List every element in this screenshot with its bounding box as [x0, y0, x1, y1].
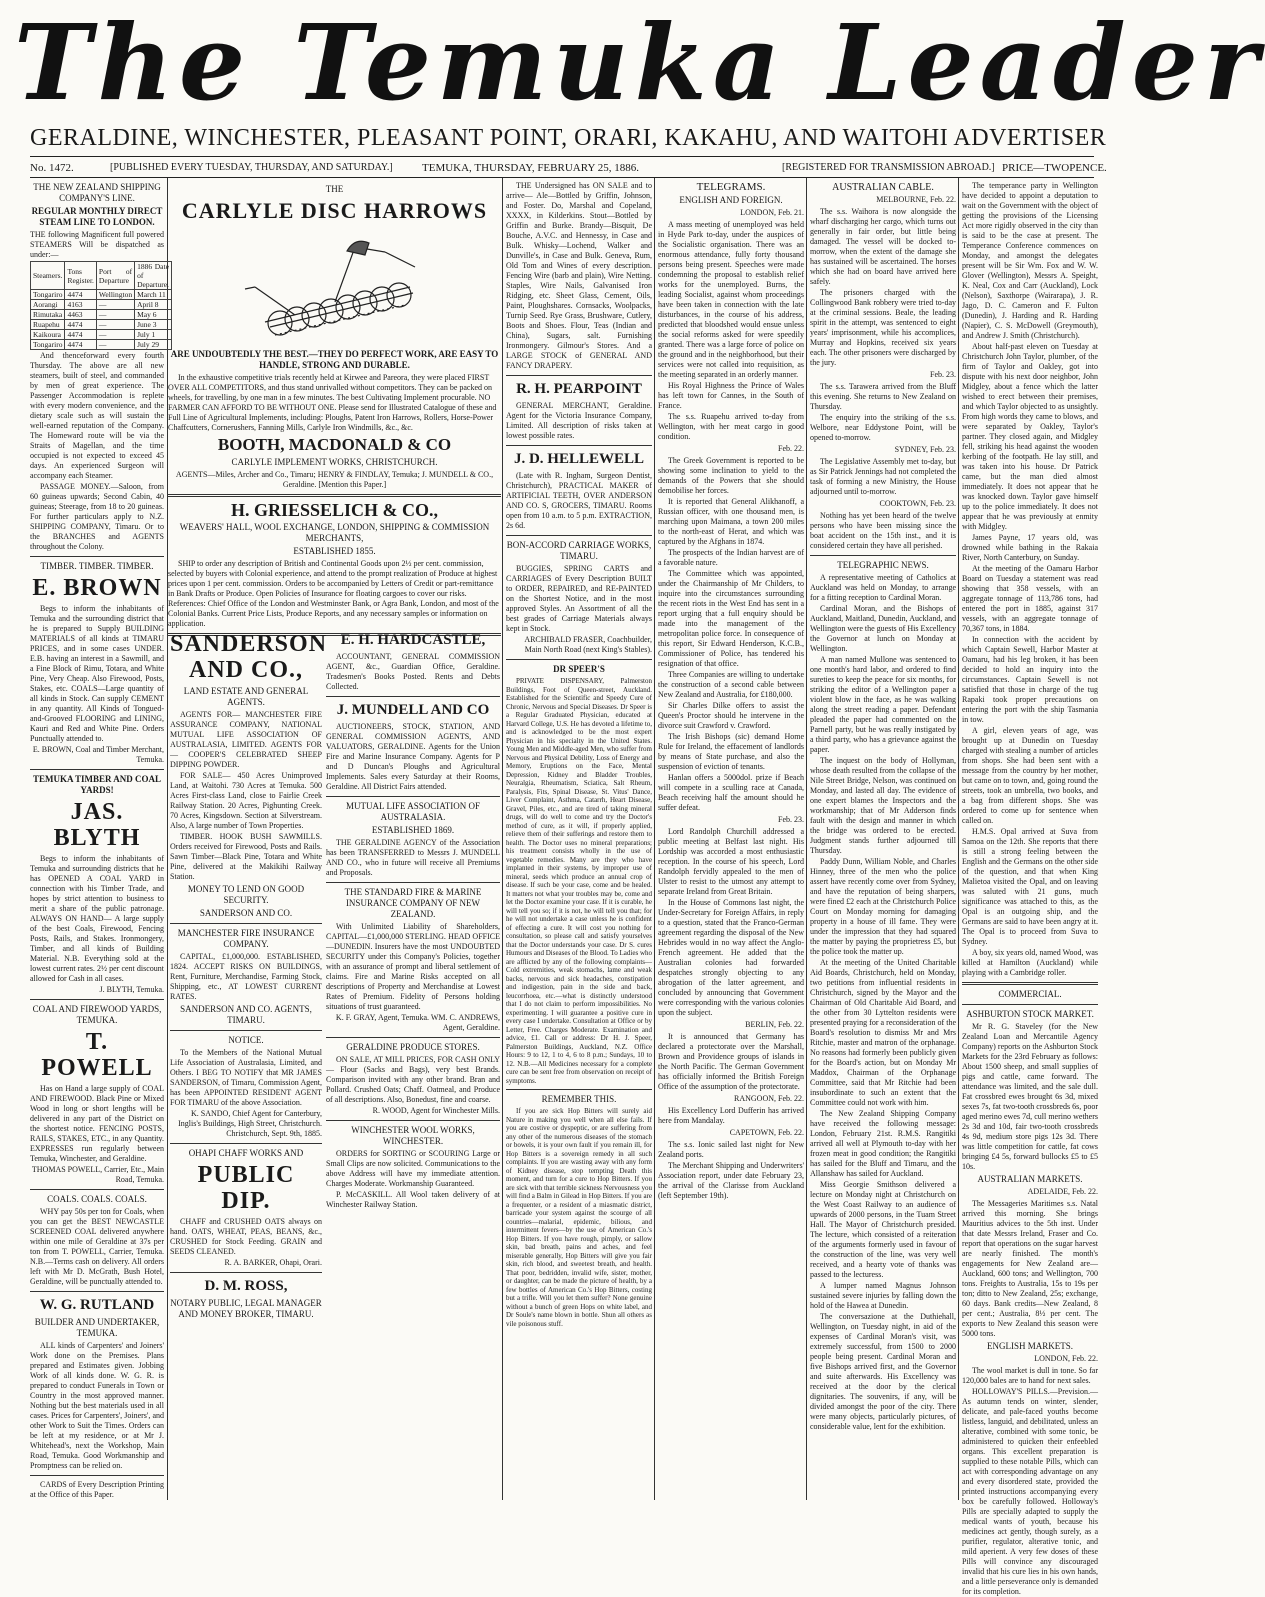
griesselich-subtitle: WEAVERS' HALL, WOOL EXCHANGE, LONDON, SHIPPING & COMMISSION MERCHANTS, [179, 522, 490, 543]
table-cell: Kaikoura [31, 330, 65, 340]
table-cell: April 8 [135, 300, 172, 310]
divider [326, 882, 500, 883]
coals-ad-heading: COALS. COALS. COALS. [47, 1194, 147, 1204]
news-paragraph: A lumper named Magnus Johnson sustained severe injuries by falling down the hold of the Hawea at Dunedin. [810, 1281, 956, 1310]
table-cell: — [96, 320, 134, 330]
carlyle-ad-title: CARLYLE DISC HARROWS [181, 198, 488, 223]
remember-body: If you are sick Hop Bitters will surely aid Nature in making you well when all else fails. If you are costive or dyspeptic, or are suffering from any other of the numerous diseases of the stomach or bowels, it is your own fault if you remain ill, for Hop Bitters is a sovereign remedy in all such complaints. If you are wasting away with any form of Kidney disease, stop tempting Death this moment, and turn for a cure to Hop Bitters. If you are sick with that terrible sickness Nervousness you will find a Balm in Gilead in Hop Bitters. If you are a frequenter, or a resident of a miasmatic district, barricade your system against the scourge of all countries—malarial, epidemic, bilious, and intermittent fevers—by the use of American Co.'s Hop Bitters. If you have rough, pimply, or sallow skin, bad breath, pains and aches, and feel miserable generally, Hop Bitters will give you fair skin, rich blood, and sweetest breath, and health. That poor, bedridden, invalid wife, sister, mother, or daughter, can be made the picture of health, by a few bottles of American Co.'s Hop Bitters, costing but a trifle. Will you let them suffer? None genuine without a bunch of green Hops on white label, and Dr Soule's name blown in bottle. Shun all others as vile poisonous stuff. [506, 1107, 652, 1328]
divider [506, 445, 652, 446]
divider [170, 923, 322, 924]
standard-fire-signature: K. F. GRAY, Agent, Temuka. WM. C. ANDREWS, Agent, Geraldine. [335, 1013, 500, 1032]
divider [30, 1475, 164, 1476]
table-row [31, 340, 172, 350]
table-header-row [31, 262, 172, 290]
dateline: LONDON, Feb. 21. [740, 208, 804, 217]
ross-name: D. M. ROSS, [204, 1278, 288, 1294]
divider [30, 999, 164, 1000]
remember-heading: REMEMBER THIS. [541, 1094, 617, 1104]
news-paragraph: The Messageries Maritimes s.s. Natal arrived this morning. She brings Mauritius advices to the 5th inst. Under that date Messrs Ireland, Fraser and Co. report that operations on the sugar harvest are nearly finished. The month's engagements for New Zealand are—Auckland, 600 tons; and Wellington, 700 tons. Freights to Australia, 15s to 19s per ton; ditto to New Zealand, 25s; exchange, 60 days. Bank credits—New Zealand, 8 per cent.; Australia, 8½ per cent. The exports to New Zealand this season were 5000 tons. [962, 1199, 1098, 1338]
news-paragraph: In the House of Commons last night, the Under-Secretary for Foreign Affairs, in reply to a question, stated that the Franco-German agreement regarding the disposal of the New Hebrides would in no way affect the Anglo-French agreement. He added that the Australian colonies had forwarded despatches strongly objecting to any abrogation of the latter agreement, and concluded by announcing that Government were corresponding with the various colonies upon the subject. [658, 898, 804, 1017]
table-cell: Tongariro [31, 290, 65, 300]
ohapi-heading: OHAPI CHAFF WORKS AND [188, 1148, 304, 1158]
table-cell: Ruapehu [31, 320, 65, 330]
column-divider [502, 178, 503, 1500]
issue-number: No. 1472. [30, 162, 74, 174]
news-paragraph: The enquiry into the striking of the s.s. Welbore, near Eddystone Point, will be opened to-morrow. [810, 413, 956, 442]
dateline: RANGOON, Feb. 22. [734, 1094, 804, 1103]
wool-works-signature: P. McCASKILL. All Wool taken delivery of at Winchester Railway Station. [326, 1190, 500, 1209]
telegrams-heading: TELEGRAMS. [696, 181, 766, 193]
manchester-fire-heading: MANCHESTER FIRE INSURANCE COMPANY. [177, 928, 315, 949]
divider [30, 1291, 164, 1292]
rutland-ad-body: ALL kinds of Carpenters' and Joiners' Work done on the Premises. Plans prepared and Estimates given. Jobbing Work of all kinds done. W. G. R. is prepared to conduct Funerals in Town or Country in the most approved manner. Nothing but the best materials used in all cases. Prices for Carpenters', Joiners', and other Work to Suit the Times. Orders can be left at my residence, or at Mr J. Whitehead's, next the Workshop, Main Road, Temuka. Good Workmanship and Promptness can be relied on. [30, 1341, 164, 1470]
news-paragraph: Hanlan offers a 5000dol. prize if Beach will compete in a sculling race at Canada, Beach receiving half the amount should he suffer defeat. [658, 773, 804, 812]
news-paragraph: It is announced that Germany has declared a protectorate over the Marshall, Brown and Providence groups of islands in the North Pacific. The German Government has officially informed the British Foreign Office of the assumption of the protectorate. [658, 1032, 804, 1091]
divider [506, 375, 652, 376]
divider [30, 556, 164, 557]
divider [170, 1272, 322, 1273]
dateline: SYDNEY, Feb. 23. [894, 445, 956, 454]
column-7 [962, 180, 1098, 1596]
news-paragraph: The s.s. Ruapehu arrived to-day from Wellington, with her meat cargo in good condition. [658, 412, 804, 441]
dateline: BERLIN, Feb. 22. [745, 1020, 804, 1029]
divider [168, 494, 501, 497]
divider [506, 535, 652, 536]
table-cell: 4474 [65, 290, 96, 300]
bon-accord-heading: BON-ACCORD CARRIAGE WORKS, TIMARU. [506, 540, 652, 561]
brown-ad-body: Begs to inform the inhabitants of Temuka and the surrounding district that he is prepared to Supply BUILDING MATERIALS of all kinds at TIMARU PRICES, and in some cases UNDER. E.B. having an interest in a Sawmill, and a Fine Block of Rimu, Totara, and White Pine, Very Cheap. Also Firewood, Posts, Stakes, etc. COALS—Large quantity of all kinds in Stock. Can supply CEMENT in any quantity. All Kinds of Tongued-and-Grooved FLOORING and LINING, Kauri and Red and White Pine. Orders Punctually attended to. [30, 604, 164, 743]
ohapi-body: CHAFF and CRUSHED OATS always on hand. OATS, WHEAT, PEAS, BEANS, &c., CRUSHED for Stock Feeding. GRAIN and SEEDS CLEANED. [170, 1217, 322, 1256]
divider [326, 1037, 500, 1038]
news-paragraph: The Merchant Shipping and Underwriters' Association report, under date February 23, the arrival of the Clarisse from Auckland (left September 19th). [658, 1161, 804, 1200]
blyth-ad-body: Begs to inform the inhabitants of Temuka and surrounding districts that he has OPENED A COAL YARD in connection with his Timber Trade, and hopes by strict attention to business to merit a share of the public patronage. ALWAYS ON HAND— A large supply of the best Coals, Firewood, Fencing Posts, Rails, and Stakes. Ironmongery, Timber, and all kinds of Building Material. N.B. Everything sold at the lowest current rates. 2½ per cent discount allowed for Cash in all cases. [30, 854, 164, 983]
news-paragraph: Three Companies are willing to undertake the construction of a second cable between New Zealand and Australia, for £180,000. [658, 670, 804, 699]
powell-ad-heading: COAL AND FIREWOOD YARDS, TEMUKA. [32, 1004, 162, 1025]
divider [170, 1143, 322, 1144]
table-cell: Aorangi [31, 300, 65, 310]
rutland-ad-name: W. G. RUTLAND [39, 1297, 155, 1313]
column-4 [506, 180, 652, 1500]
ross-subtitle: NOTARY PUBLIC, LEGAL MANAGER AND MONEY BROKER, TIMARU. [170, 1298, 322, 1319]
carlyle-harrows-ad [168, 182, 501, 640]
manchester-fire-signature: SANDERSON AND CO. AGENTS, TIMARU. [180, 1004, 312, 1025]
divider [30, 1189, 164, 1190]
table-cell: — [96, 300, 134, 310]
mundell-name: J. MUNDELL AND CO [336, 702, 490, 718]
table-row [31, 330, 172, 340]
table-row [31, 290, 172, 300]
table-cell: 4474 [65, 320, 96, 330]
ohapi-signature: R. A. BARKER, Ohapi, Orari. [224, 1258, 322, 1267]
news-paragraph: H.M.S. Opal arrived at Suva from Samoa on the 12th. She reports that there is still a strong feeling between the English and the Germans on the other side of the question, and that when King Malietoa visited the Opal, and on leaving was saluted with 21 guns, much significance was attached to this, as the Opal is an outgoing ship, and the Germans are said to have been angry at it. The Opal is to proceed from Suva to Sydney. [962, 827, 1098, 946]
standard-fire-body: With Unlimited Liability of Shareholders, CAPITAL—£1,000,000 STERLING. HEAD OFFICE—DUNEDIN. Insurers have the most UNDOUBTED SECURITY under this Company's Policies, together with an assurance of prompt and liberal settlement of claims. Fire and Marine Risks accepted on all descriptions of Property and Merchandise at Lowest Rates of Premium. Fidelity of Persons holding situations of trust guaranteed. [326, 922, 500, 1011]
news-paragraph: His Excellency Lord Dufferin has arrived here from Mandalay. [658, 1106, 804, 1125]
griesselich-body: SHIP to order any description of British and Continental Goods upon 2½ per cent. commission, selected by buyers with Colonial experience, and attend to the prompt realization of Produce at highest prices upon 1 per cent. commission. Orders to be accompanied by Letters of Credit or part-remittance in Bank Drafts or Produce. Open Policies of Insurance for floating cargoes to cover our risks. References: Chief Office of the London and Westminster Bank, or Agra Bank, London, and most of the Colonial Banks. Current Price Lists, Produce Reports, and any necessary samples or information on application. [168, 559, 499, 628]
steam-line-intro: THE following Magnificent full powered STEAMERS Will be dispatched as under:— [30, 230, 164, 259]
news-paragraph: Sir Charles Dilke offers to assist the Queen's Proctor should he intervene in the divorce suit Crawford v. Crawford. [658, 701, 804, 730]
news-paragraph: About half-past eleven on Tuesday at Christchurch John Taylor, plumber, of the firm of Taylor and Oakley, got into dispute with his next door neighbor, John Midgley, about a fence which the latter wished to erect between their premises, and which Taylor objected to as unsightly. From high words they came to blows, and were separated by Oakley, Taylor's partner. They closed again, and Midgley fell, striking his head against the wooden kerbing of the footpath. He lay still, and was taken into his house. Dr Patrick came, but the man died almost immediately. It does not appear that he was knocked down. Taylor gave himself up to the police immediately. It does not appear that he was previously at enmity with Midgley. [962, 342, 1098, 531]
pearpoint-name: R. H. PEARPOINT [516, 381, 642, 397]
produce-stores-signature: R. WOOD, Agent for Winchester Mills. [372, 1106, 500, 1115]
hellewell-name: J. D. HELLEWELL [513, 451, 645, 467]
speer-body: PRIVATE DISPENSARY, Palmerston Buildings, Foot of Queen-street, Auckland. Established for the Scientific and Speedy Cure of Chronic, Nervous and Special Diseases. Dr Speer is a Regular Graduated Physician, educated at Harvard College, U.S. He has devoted a lifetime to, and is acknowledged to be the most expert Physician in his specialty in the United States. Young Men and Middle-aged Men, who suffer from Nervous and Physical Debility, Loss of Energy and Memory, Eruptions on the Face, Mental Depression, Kidney and Bladder Troubles, Neuralgia, Rheumatism, Sciatica, Salt Rheum, Paralysis, Fits, Spinal Disease, St. Vitus' Dance, Liver Complaint, Asthma, Catarrh, Heart Disease, Gravel, Piles, etc., and are tired of taking mineral drugs, will do well to come and try the Doctor's method of cure, as it will, if properly applied, relieve them of their sufferings and restore them to health. The Doctor uses no mineral preparations; his treatment consists wholly in the use of vegetable remedies. Many are they who have implanted in their systems, by improper use of mineral, seeds which produce an annual crop of disease. If such be your case, come and be healed. It matters not what your troubles may be, come and let the Doctor examine your case. If it is curable, he will tell you so; if it is not, he will tell you that; for he will not undertake a case unless he is confident of effecting a cure. It will cost you nothing for consultation, so please call and satisfy yourselves that the Doctor understands your case. Dr S. cures Humours and Diseases of the Blood. To Ladies who are afflicted by any of the following complaints—Cold extremities, weak stomachs, lame and weak backs, nervous and sick headaches, constipation and indigestion, pain in the side and back, leucorrhoea, etc.—what is distinctly understood that I do not claim to perform impossibilities. No experimenting. I will guarantee a positive cure in every case I undertake. Consultation at Office or by Letter, Free. Charges Moderate. Examination and advice, £1. Call or address: Dr H. J. Speer, Palmerston Buildings, Auckland, N.Z. Office Hours: 9 to 12, 1 to 4, 6 to 8 p.m.; Sundays, 10 to 12. N.B.—All Medicines necessary for a complete cure can be sent free from observation on receipt of symptoms. [506, 677, 652, 1085]
bon-accord-signature: ARCHIBALD FRASER, Coachbuilder, Main North Road (next King's Stables). [524, 635, 652, 654]
column-3 [326, 628, 500, 1500]
divider [326, 796, 500, 797]
news-paragraph: The prospects of the Indian harvest are of a favorable nature. [658, 548, 804, 567]
news-paragraph: The New Zealand Shipping Company have received the following message: London, February 21st. R.M.S. Rangitiki arrived all well at Plymouth to-day with her frozen meat in good condition; the Rangitiki has sailed for the Bluff and Timaru, and the Allanshaw has sailed for Auckland. [810, 1109, 956, 1178]
australian-markets-heading: AUSTRALIAN MARKETS. [977, 1174, 1083, 1184]
news-paragraph: The Committee which was appointed, under the Chairmanship of Mr Childers, to inquire into the circumstances surrounding the recent riots in the West End has sent in a report urging that a full enquiry should be made into the management of the metropolitan police force. In consequence of this report, Sir Edward Henderson, K.C.B., Commissioner of Police, has tendered his resignation of that office. [658, 569, 804, 668]
table-cell: — [96, 330, 134, 340]
mundell-body: AUCTIONEERS, STOCK, STATION, AND GENERAL COMMISSION AGENTS, AND VALUATORS, GERALDINE. Agents for the Union Fire and Marine Insurance Company. Agents for P and D Duncan's Ploughs and Agricultural Implements. Sales every Saturday at their Rooms, Geraldine. All District Fairs attended. [326, 722, 500, 791]
column-1 [30, 180, 169, 1500]
wool-works-heading: WINCHESTER WOOL WORKS, WINCHESTER. [351, 1125, 475, 1146]
sanderson-for-sale: FOR SALE— 450 Acres Unimproved Land, at Waitohi. 730 Acres at Temuka. 500 Acres First-class Land, close to Fairlie Creek Railway Station. 20 Acres, Pighunting Creek. 70 Acres, Kingsdown. Section at Silverstream. Also, A large number of Town Properties. [170, 771, 322, 830]
ohapi-title: PUBLIC DIP. [197, 1162, 295, 1214]
blyth-ad-name: JAS. BLYTH [53, 799, 141, 851]
column-2 [170, 628, 328, 1500]
carlyle-ad-body: In the exhaustive competitive trials recently held at Kirwee and Pareora, they were placed FIRST OVER ALL COMPETITORS, and thus stand unrivalled without competitors. They can be packed on wheels, for travelling, by one man in a few minutes. The best Cultivating Implement procurable. NO FARMER CAN AFFORD TO BE WITHOUT ONE. Please send for Illustrated Catalogue of these and Full Line of Agricultural Implements, including: Ploughs, Patent Iron Harrows, Rollers, Horse-Power Chaffcutters, Cornerushers, Fanning Mills, Carlyle Iron Windmills, &c., &c. [168, 373, 497, 432]
news-paragraph: The inquest on the body of Hollyman, whose death resulted from the collapse of the Nile Street Bridge, Nelson, was continued on Monday, and lasted all day. The evidence of one expert blames the Inspectors and the workmanship; that of Mr Adderson finds fault with the design and manner in which the bridge was ordered to be erected. Judgment stands further adjourned till Thursday. [810, 756, 956, 855]
powell-ad-signature: THOMAS POWELL, Carrier, Etc., Main Road, Temuka. [31, 1165, 164, 1184]
powell-ad-body: Has on Hand a large supply of COAL AND FIREWOOD. Black Pine or Mixed Wood in long or short lengths will be delivered in any part of the District on the shortest notice. FENCING POSTS, RAILS, STAKES, ETC., in any Quantity. EXPRESSES run regularly between Temuka, Winchester, and Geraldine. [30, 1084, 164, 1163]
pearpoint-body: GENERAL MERCHANT, Geraldine. Agent for the Victoria Insurance Company, Limited. All description of risks taken at lowest possible rates. [506, 401, 652, 440]
table-cell: Wellington [96, 290, 134, 300]
news-paragraph: The s.s. Tarawera arrived from the Bluff this evening. She returns to New Zealand on Thursday. [810, 382, 956, 411]
wool-works-body: ORDERS for SORTING or SCOURING Large or Small Clips are now solicited. Communications to the above Address will have my immediate attention. Charges Moderate. Workmanship Guaranteed. [326, 1149, 500, 1188]
griesselich-established: ESTABLISHED 1855. [293, 546, 376, 556]
table-header: Tons Register. [65, 262, 96, 290]
table-header: Port of Departure [96, 262, 134, 290]
dateline: CAPETOWN, Feb. 22. [729, 1128, 804, 1137]
notice-heading: NOTICE. [228, 1035, 264, 1045]
news-paragraph: A representative meeting of Catholics at Auckland was held on Monday, to arrange for a fitting reception to Cardinal Moran. [810, 573, 956, 602]
column-divider [806, 178, 807, 1500]
divider [810, 555, 956, 556]
coals-ad-body: WHY pay 50s per ton for Coals, when you can get the BEST NEWCASTLE SCREENED COAL delivered anywhere within one mile of Geraldine at 37s per ton from T. POWELL, Carrier, Temuka. N.B.—Terms cash on delivery. All orders left with Mr D. McGrath, Bush Hotel, Geraldine, will be punctually attended to. [30, 1207, 164, 1286]
registration-note: [REGISTERED FOR TRANSMISSION ABROAD.] [782, 162, 995, 173]
news-paragraph: The conversazione at the Duthiehall, Wellington, on Tuesday night, in aid of the expenses of Cardinal Moran's visit, was extremely successful, from 1500 to 2000 people being present. Cardinal Moran and five Bishops arrived first, and the Governor and suite afterwards. His Excellency was received at the door by the clerical dignitaries. The souvenirs, if any, will be divided amongst the poor of the city. There were many objects, particularly pictures, of considerable value, lent for the exhibition. [810, 1312, 956, 1431]
australian-cable-heading: AUSTRALIAN CABLE. [832, 182, 934, 193]
header-rule-bottom [30, 177, 1094, 178]
news-paragraph: Mr R. G. Staveley (for the New Zealand Loan and Mercantile Agency Company) reports on the Ashburton Stock Markets for the 23rd February as follows: About 1500 sheep, and small supplies of pigs and cattle, came forward. The attendance was limited, and the sale dull. Fat crossbred ewes brought 6s 3d, mixed sexes 7s, fat two-tooth crossbreds 6s, poor aged merino ewes 7d, cull merino wethers 2s 3d and 10d, fair two-tooth crossbreds 4s 9d, medium store pigs 12s 3d. There was little competition for cattle, fat cows bringing £4 5s, forward bullocks £5 to £5 10s. [962, 1022, 1098, 1171]
table-cell: — [96, 340, 134, 350]
table-cell: 4463 [65, 310, 96, 320]
powell-ad-name: T. POWELL [41, 1029, 153, 1081]
telegraphic-news-heading: TELEGRAPHIC NEWS. [837, 560, 929, 570]
brown-ad-signature: E. BROWN, Coal and Timber Merchant, Temuka. [32, 745, 164, 764]
booth-macdonald-subtitle: CARLYLE IMPLEMENT WORKS, CHRISTCHURCH. [231, 457, 438, 467]
news-paragraph: The s.s. Ionic sailed last night for New Zealand ports. [658, 1140, 804, 1159]
table-cell: July 29 [135, 340, 172, 350]
sanderson-subtitle: LAND ESTATE AND GENERAL AGENTS. [183, 686, 309, 707]
blyth-ad-heading: TEMUKA TIMBER AND COAL YARDS! [32, 774, 162, 795]
blyth-ad-signature: J. BLYTH, Temuka. [99, 985, 164, 994]
manchester-fire-body: CAPITAL, £1,000,000. ESTABLISHED, 1824. ACCEPT RISKS ON BUILDINGS, Rent, Furniture, Merchandise, Farming Stock, Shipping, etc., AT LOWEST CURRENT RATES. [170, 952, 322, 1001]
news-paragraph: It is reported that General Alikhanoff, a Russian officer, with one thousand men, is marching upon Maimana, a town 200 miles to the north-east of Herat, and which was captured by the Afghans in 1874. [658, 497, 804, 546]
news-paragraph: Miss Georgie Smithson delivered a lecture on Monday night at Christchurch on the West Coast Railway to an audience of upwards of 2000 persons, in the Tuam Street Hall. The Mayor of Christchurch presided. The lecture, which consisted of a reiteration of the arguments formerly used in favour of the construction of the line, was very well received, and a hearty vote of thanks was passed to the lecturess. [810, 1180, 956, 1279]
carlyle-ad-pre: THE [325, 184, 344, 194]
table-cell: March 11 [135, 290, 172, 300]
divider [326, 1120, 500, 1121]
masthead-subtitle: GERALDINE, WINCHESTER, PLEASANT POINT, ORARI, KAKAHU, AND WAITOHI ADVERTISER [30, 125, 1107, 151]
divider [506, 1089, 652, 1090]
column-5 [658, 180, 804, 1500]
news-paragraph: The wool market is dull in tone. So far 120,000 bales are to hand for next sales. [962, 1366, 1098, 1385]
divider [962, 1004, 1098, 1005]
news-paragraph: A man named Mullone was sentenced to one month's hard labor, and ordered to find sureties to keep the peace for six months, for striking the editor of a Wellington paper a violent blow in the face, as he was walking along the street reading a paper. Defendant pleaded the paper had commented on the Parnell party, but he was really instigated by a third party, who has a grievance against the paper. [810, 655, 956, 754]
holloway-pills-ad: HOLLOWAY'S PILLS.—Prevision.—As autumn tends on winter, slender, delicate, and pale-faced youths become listless, languid, and debilitated, unless an alterative, combined with some tonic, be administered to quicken their enfeebled organs. This excellent preparation is supplied to these notable Pills, which can act with corresponding advantage on any and every disordered state, provided the printed instructions accompanying every box be carefully followed. Holloway's Pills are specially adapted to supply the medical wants of youth, because his medicines act gently, though surely, as a purifier, regulator, alterative tonic, and mild aperient. A very few doses of these Pills will convince any discouraged invalid that his cure lies in his own hands, and a little perseverance only is demanded for its completion. [962, 1387, 1098, 1596]
mutual-life-heading: MUTUAL LIFE ASSOCIATION OF AUSTRALASIA. [346, 801, 480, 822]
carlyle-ad-tagline: ARE UNDOUBTEDLY THE BEST.—THEY DO PERFECT WORK, ARE EASY TO HANDLE, STRONG AND DURABLE. [170, 349, 499, 370]
dateline: Feb. 23. [778, 815, 804, 824]
produce-stores-body: ON SALE, AT MILL PRICES, FOR CASH ONLY— Flour (Sacks and Bags), very best Brands. Comparison invited with any other brand. Bran and Pollard. Crushed Oats; Chaff. Oatmeal, and Produce of all descriptions. Also, Bonedust, fine and coarse. [326, 1055, 500, 1104]
masthead-title: The Temuka Leader [14, 1, 1265, 124]
commercial-heading: COMMERCIAL. [998, 989, 1062, 999]
dateline: MELBOURNE, Feb. 22. [876, 195, 956, 204]
table-cell: Rimutaka [31, 310, 65, 320]
bon-accord-body: BUGGIES, SPRING CARTS and CARRIAGES of Every Description BUILT to ORDER, REPAIRED, and RE-PAINTED on the Shortest Notice, and in the most approved Styles. An Assortment of all the best grades of Carriage Materials always kept in Stock. [506, 564, 652, 633]
hardcastle-body: ACCOUNTANT, GENERAL COMMISSION AGENT, &c., Guardian Office, Geraldine. Tradesmen's Books Posted. Rents and Debts Collected. [326, 652, 500, 691]
standard-fire-heading: THE STANDARD FIRE & MARINE INSURANCE COMPANY OF NEW ZEALAND. [344, 887, 482, 919]
ashburton-heading: ASHBURTON STOCK MARKET. [966, 1009, 1094, 1019]
griesselich-name: H. GRIESSELICH & CO., [230, 500, 439, 520]
table-header: 1886 Date of Departure. [135, 262, 172, 290]
news-paragraph: The temperance party in Wellington have decided to appoint a deputation to wait on the Government with the object of getting the provisions of the Licensing Act more rigidly observed in the city than is said to be the case at present. The Temperance Conference commences on Monday, and amongst the delegates present will be Sir Wm. Fox and W. W. Glover (Wellington), Messrs A. Speight, K. Neal, Cox and Carr (Auckland), Lock (Nelson), Saxthorpe (Wairarapa), J. R. Jago, D. C. Cameron and F. Fulton (Dunedin), J. Harding and R. Harding (Napier), C. S. McDowell (Greymouth), and Andrew J. Smith (Christchurch). [962, 181, 1098, 340]
news-paragraph: The prisoners charged with the Collingwood Bank robbery were tried to-day at the criminal sessions. Beale, the leading spirit in the attempt, was sentenced to eight years' imprisonment, while his accomplices, Murray and Hopkins, received six years each. The other prisoners were discharged by the jury. [810, 288, 956, 367]
notice-body: To the Members of the National Mutual Life Association of Australasia, Limited, and Others. I BEG TO NOTIFY that MR JAMES SANDERSON, of Timaru, Commission Agent, has been APPOINTED RESIDENT AGENT FOR TIMARU of the above Association. [170, 1048, 322, 1107]
news-paragraph: At the meeting of the Oamaru Harbor Board on Tuesday a statement was read showing that 358 vessels, with an aggregate tonnage of 113,786 tons, had entered the port in 1885, against 317 vessels, with an aggregate tonnage of 70,367 tons, in 1884. [962, 564, 1098, 633]
sanderson-signature: SANDERSON AND CO. [199, 908, 293, 918]
table-row [31, 300, 172, 310]
brown-ad-name: E. BROWN [32, 575, 162, 601]
sanderson-money: MONEY TO LEND ON GOOD SECURITY. [187, 884, 305, 905]
issue-date: TEMUKA, THURSDAY, FEBRUARY 25, 1886. [422, 162, 639, 174]
printing-cards-notice: CARDS of Every Description Printing at the Office of this Paper. [30, 1480, 164, 1499]
shipping-fares: PASSAGE MONEY.—Saloon, from 60 guineas upwards; Second Cabin, 40 guineas; Steerage, from 18 to 20 guineas. For further particulars apply to N.Z. SHIPPING COMPANY, Timaru. Or to the BRANCHES and AGENTS throughout the Colony. [30, 482, 164, 551]
news-paragraph: The Greek Government is reported to be showing some inclination to yield to the demands of the Powers that she should demobilise her forces. [658, 456, 804, 495]
divider [506, 659, 652, 660]
news-paragraph: His Royal Highness the Prince of Wales has left town for Cannes, in the South of France. [658, 381, 804, 410]
news-paragraph: James Payne, 17 years old, was drowned while bathing in the Rakaia River, North Canterbury, on Sunday. [962, 533, 1098, 562]
news-paragraph: Nothing has yet been heard of the twelve persons who have been missing since the boat accident on the 15th inst., and it is considered certain they have all perished. [810, 511, 956, 550]
table-cell: June 3 [135, 320, 172, 330]
divider [30, 769, 164, 770]
produce-stores-heading: GERALDINE PRODUCE STORES. [346, 1042, 480, 1052]
publication-schedule: [PUBLISHED EVERY TUESDAY, THURSDAY, AND SATURDAY.] [110, 162, 393, 173]
english-markets-heading: ENGLISH MARKETS. [986, 1341, 1073, 1351]
table-header: Steamers. [31, 262, 65, 290]
table-cell: 4474 [65, 330, 96, 340]
news-paragraph: A mass meeting of unemployed was held in Hyde Park to-day, under the auspices of the Socialistic organisation. There was an enormous attendance, fully forty thousand persons being present. Speeches were made condemning the proposal to establish relief works for the unemployed. Burns, the leading Socialist, against whom proceedings have been taken in connection with the late disturbances, in the course of his address, predicted that bloodshed would ensue unless the social reforms asked for were speedily granted. There was a large force of police on the ground and in the neighborhood, but their services were not called into requisition, as the meeting separated in an orderly manner. [658, 220, 804, 379]
sanderson-name: SANDERSON AND CO., [170, 631, 328, 683]
news-paragraph: The s.s. Waihora is now alongside the wharf discharging her cargo, which turns out generally in fair order, but little being damaged. The vessel will be docked to-morrow, when the extent of the damage she has sustained will be ascertained. The horses which she had on board have arrived here safely. [810, 207, 956, 286]
news-paragraph: At the meeting of the United Charitable Aid Boards, Christchurch, held on Monday, two petitions from influential residents in Christchurch, signed by the Mayor and the Chairman of Old Charitable Aid Board, and the other from 30 Lyttelton residents were presented praying for a reconsideration of the Board's resolution to dismiss Mr and Mrs Ritchie, master and matron of the orphanage. No reasons had formerly been publicly given for the Board's action, but on Monday Mr Maddox, Chairman of the Orphanage Committee, said that Mr Ritchie had been insubordinate to such an extent that the Committee could not work with him. [810, 958, 956, 1107]
steam-line-title: REGULAR MONTHLY DIRECT STEAM LINE TO LONDON. [31, 206, 163, 227]
column-divider [958, 178, 959, 1500]
sanderson-timber: TIMBER. HOOK BUSH SAWMILLS. Orders received for Firewood, Posts and Rails. Sawn Timber—Black Pine, Totara and White Pine, delivered at the Makikihi Railway Station. [170, 832, 322, 881]
undersigned-ad: THE Undersigned has ON SALE and to arrive— Ale—Bottled by Griffin, Johnson, and Foster. Do, Marshal and Copeland, XXXX, in Kilderkins. Stout—Bottled by Griffin and Burke. Brandy—Bisquit, De Bouche, A.V.C. and Hennessy, in Case and Bulk. Whisky—Lochend, Walker and Dunville's, in Case and Bulk. Geneva, Rum, Old Tom and Wines of every description. Fencing Wire (barb and plain), Wire Netting. Staples, Wire Nails, Galvanised Iron Ridging, etc. Sheet Glass, Cement, Oils, Paint, Ploughshares. Cornsacks, Woolpacks, Turnip Seed. Rye Grass, Brushware, Cutlery, Boots and Shoes. Flour, Teas (Indian and China), Sugars, salt. Furnishing Ironmongery. Gilmour's Stores. And a LARGE STOCK of GENERAL AND FANCY DRAPERY. [506, 181, 652, 370]
hellewell-body: (Late with R. Ingham, Surgeon Dentist, Christchurch), PRACTICAL MAKER of ARTIFICIAL TEETH, OVER ANDERSON AND CO. S, GROCERS, TIMARU. Rooms open from 10 a.m. to 5 p.m. EXTRACTION, 2s 6d. [506, 471, 652, 530]
divider [962, 982, 1098, 985]
mutual-life-established: ESTABLISHED 1869. [371, 825, 455, 835]
column-divider [654, 178, 655, 1500]
issue-info-line [30, 160, 1107, 176]
table-cell: 4163 [65, 300, 96, 310]
news-paragraph: The Legislative Assembly met to-day, but as Sir Patrick Jennings had not completed the task of forming a new Ministry, the House adjourned until to-morrow. [810, 457, 956, 496]
news-paragraph: Cardinal Moran, and the Bishops of Auckland, Maitland, Dunedin, Auckland, and Wellington were the guests of His Excellency the Governor at lunch on Monday at Wellington. [810, 604, 956, 653]
dateline: LONDON, Feb. 22. [1034, 1354, 1098, 1363]
issue-price: PRICE—TWOPENCE. [1002, 162, 1107, 174]
disc-harrow-illustration [235, 227, 435, 347]
telegrams-subheading: ENGLISH AND FOREIGN. [679, 195, 783, 205]
dateline: Feb. 22. [778, 444, 804, 453]
mutual-life-body: THE GERALDINE AGENCY of the Association has been TRANSFERRED to Messrs J. MUNDELL AND CO., who in future will receive all Premiums and Proposals. [326, 838, 500, 877]
booth-macdonald-agents: AGENTS—Miles, Archer and Co., Timaru; HENRY & FINDLAY, Temuka; J. MUNDELL & CO., Geraldine. [Mention this Paper.] [175, 470, 494, 489]
header-rule-top [30, 156, 1094, 157]
shipping-body: And thenceforward every fourth Thursday. The above are all new steamers, built of steel, and commanded by men of great experience. The Passenger Accommodation is replete with every modern convenience, and the dietary scale such as will sustain the well-earned reputation of the Company. The Homeward route will be via the Straits of Magellan, and the time occupied is not expected to exceed 45 days. An experienced Surgeon will accompany each Steamer. [30, 351, 164, 480]
table-row [31, 310, 172, 320]
booth-macdonald-name: BOOTH, MACDONALD & CO [217, 435, 452, 454]
hardcastle-name: E. H. HARDCASTLE, [340, 632, 486, 648]
news-paragraph: The Irish Bishops (sic) demand Home Rule for Ireland, the effacement of landlords by means of State purchase, and also the suspension of eviction of tenants. [658, 732, 804, 771]
table-cell: July 1 [135, 330, 172, 340]
table-cell: 4474 [65, 340, 96, 350]
table-row [31, 320, 172, 330]
dateline: ADELAIDE, Feb. 22. [1027, 1187, 1098, 1196]
speer-heading: DR SPEER'S [553, 664, 605, 674]
table-cell: May 6 [135, 310, 172, 320]
notice-signature: K. SANDO, Chief Agent for Canterbury, Inglis's Buildings, High Street, Christchurch. Christchurch, Sept. 9th, 1885. [178, 1109, 322, 1138]
divider [170, 1030, 322, 1031]
shipping-company-heading: THE NEW ZEALAND SHIPPING COMPANY'S LINE. [33, 182, 161, 203]
news-paragraph: Lord Randolph Churchill addressed a public meeting at Belfast last night. His Lordship was accorded a most enthusiastic reception. In the course of his speech, Lord Randolph fervidly appealed to the men of Ulster to resist to the utmost any attempt to separate Ireland from Great Britain. [658, 827, 804, 896]
sanderson-agencies: AGENTS FOR— MANCHESTER FIRE ASSURANCE COMPANY, NATIONAL MUTUAL LIFE ASSOCIATION OF AUSTRALASIA, LIMITED. AGENTS FOR— COOPER'S CELEBRATED SHEEP DIPPING POWDER. [170, 710, 322, 769]
table-cell: — [96, 310, 134, 320]
dateline: COOKTOWN, Feb. 23. [879, 499, 956, 508]
rutland-ad-subtitle: BUILDER AND UNDERTAKER, TEMUKA. [34, 1317, 160, 1338]
table-cell: Tongariro [31, 340, 65, 350]
divider [326, 696, 500, 697]
news-paragraph: In connection with the accident by which Captain Sewell, Harbor Master at Oamaru, had his leg broken, it has been decided to hold an inquiry into the circumstances. Captain Sewell is not satisfied that those in charge of the tug Rapaki took proper precautions on entering the port with the ship Tasmania in tow. [962, 635, 1098, 724]
news-paragraph: Paddy Dunn, William Noble, and Charles Hinney, three of the men who the police assert have recently come over from Sydney, and have the reputation of being sharpers, were fined £2 each at the Christchurch Police Court on Monday morning for damaging property in a house of ill fame. They were under the impression that they had squared the matter by paying the proprietress £5, but the police took the matter up. [810, 857, 956, 956]
news-paragraph: A girl, eleven years of age, was brought up at Dunedin on Tuesday charged with stealing a number of articles from shops. She had been sent with a message from the country by her mother, but came on to town, and, going round the streets, took an umbrella, two books, and a bag from different shops. She was ordered to come up for sentence when called on. [962, 726, 1098, 825]
steamer-schedule-table [30, 261, 172, 350]
news-paragraph: A boy, six years old, named Wood, was killed at Hamilton (Auckland) while playing with a Cambridge roller. [962, 948, 1098, 977]
dateline: Feb. 23. [930, 370, 956, 379]
timber-line: TIMBER. TIMBER. TIMBER. [40, 561, 154, 571]
column-6 [810, 180, 956, 1500]
